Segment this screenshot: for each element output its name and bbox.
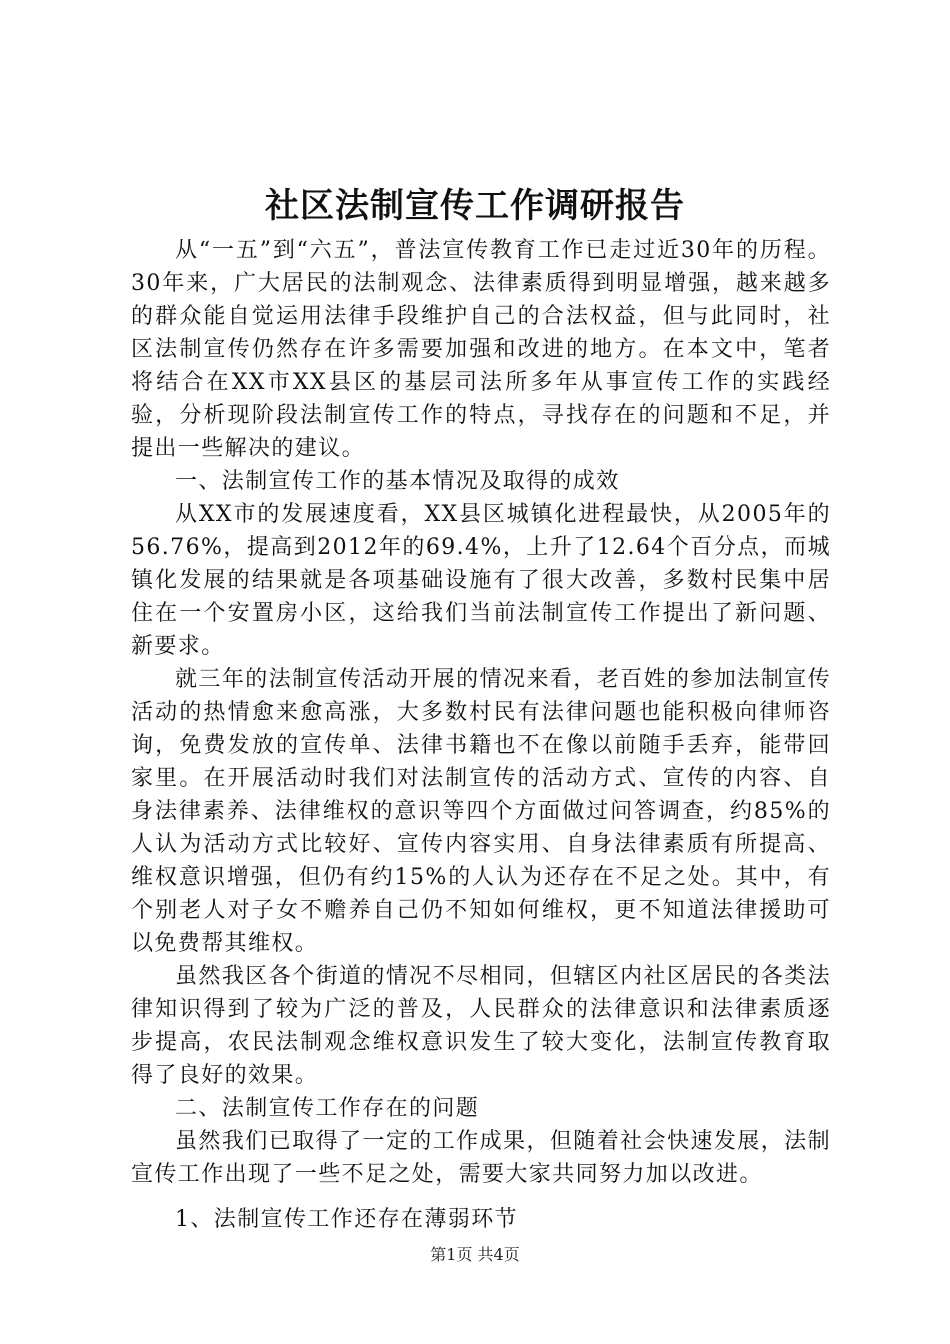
page-footer: 第1页 共4页 <box>430 1245 520 1264</box>
paragraph-activities: 就三年的法制宣传活动开展的情况来看，老百姓的参加法制宣传活动的热情愈来愈高涨，大多数村民有法律问题也能积极向律师咨询，免费发放的宣传单、法律书籍也不在像以前随手丢弃，能带回家里。在开展活动时我们对法制宣传的活动方式、宣传的内容、自身法律素养、法律维权的意识等四个方面做过问答调查，约85%的人认为活动方式比较好、宣传内容实用、自身法律素质有所提高、维权意识增强，但仍有约15%的人认为还存在不足之处。其中，有个别老人对子女不赡养自己仍不知如何维权，更不知道法律援助可以免费帮其维权。 <box>131 667 831 956</box>
document-title: 社区法制宣传工作调研报告 <box>265 186 685 226</box>
section-heading-1: 一、法制宣传工作的基本情况及取得的成效 <box>175 469 620 494</box>
paragraph-problems-intro: 虽然我们已取得了一定的工作成果，但随着社会快速发展，法制宣传工作出现了一些不足之处，需要大家共同努力加以改进。 <box>131 1129 831 1187</box>
paragraph-intro: 从“一五”到“六五”，普法宣传教育工作已走过近30年的历程。30年来，广大居民的法制观念、法律素质得到明显增强，越来越多的群众能自觉运用法律手段维护自己的合法权益，但与此同时，社区法制宣传仍然存在许多需要加强和改进的地方。在本文中，笔者将结合在XX市XX县区的基层司法所多年从事宣传工作的实践经验，分析现阶段法制宣传工作的特点，寻找存在的问题和不足，并提出一些解决的建议。 <box>131 238 831 461</box>
paragraph-urbanization: 从XX市的发展速度看，XX县区城镇化进程最快，从2005年的56.76%，提高到2012年的69.4%，上升了12.64个百分点，而城镇化发展的结果就是各项基础设施有了很大改善，多数村民集中居住在一个安置房小区，这给我们当前法制宣传工作提出了新问题、新要求。 <box>131 502 831 659</box>
paragraph-results: 虽然我区各个街道的情况不尽相同，但辖区内社区居民的各类法律知识得到了较为广泛的普及，人民群众的法律意识和法律素质逐步提高，农民法制观念维权意识发生了较大变化，法制宣传教育取得了良好的效果。 <box>131 964 831 1088</box>
section-heading-2: 二、法制宣传工作存在的问题 <box>175 1096 480 1121</box>
subsection-heading-1: 1、法制宣传工作还存在薄弱环节 <box>175 1207 518 1232</box>
document-body <box>131 234 831 1236</box>
